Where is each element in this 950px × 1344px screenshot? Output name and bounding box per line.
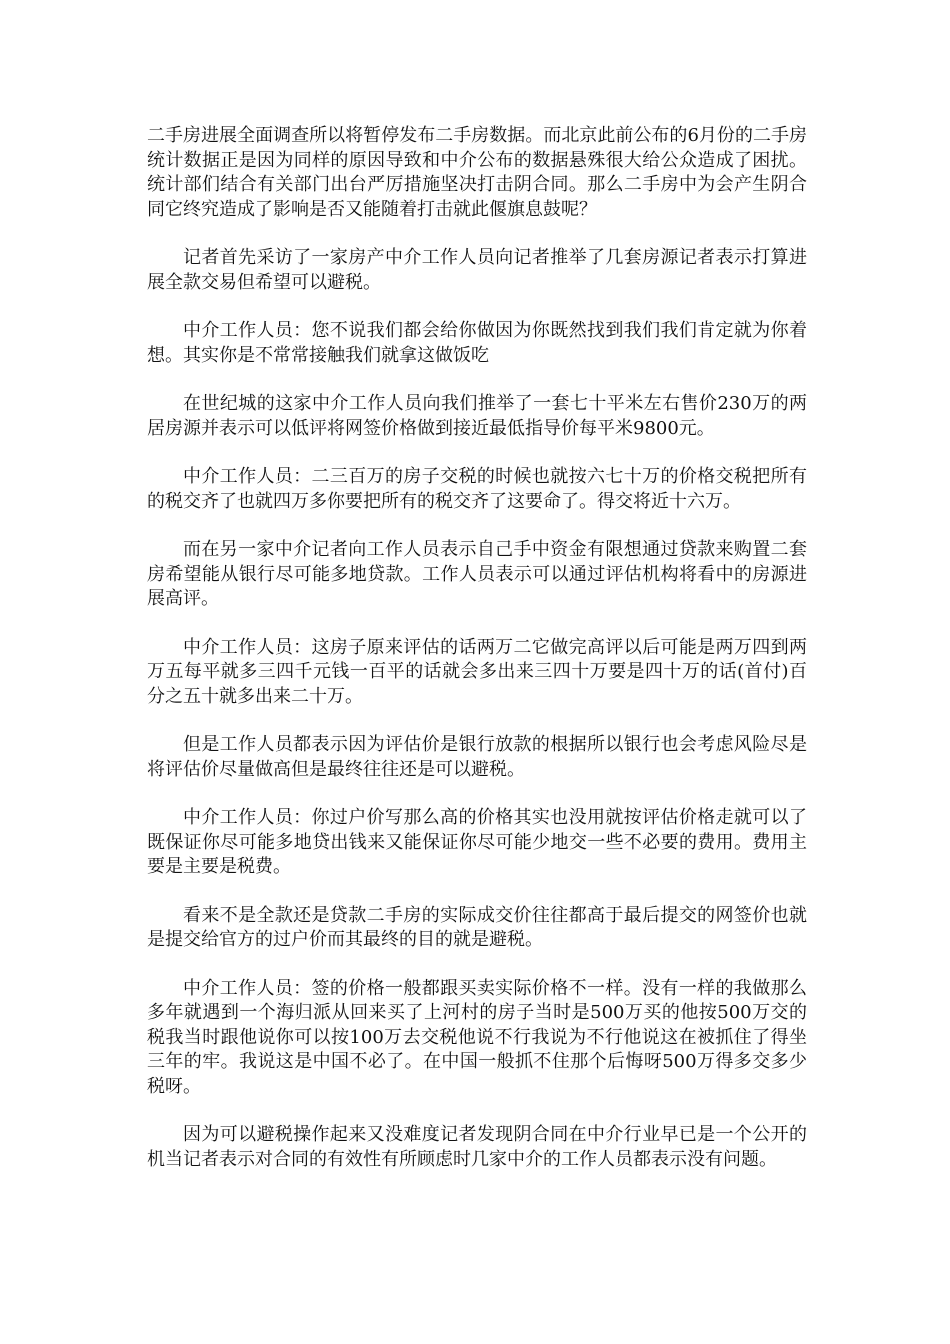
- document-page: [147, 124, 807, 1172]
- paragraph-3: 中介工作人员：您不说我们都会给你做因为你既然找到我们我们肯定就为你着想。其实你是不常常接触我们就拿这做饭吃: [147, 320, 807, 366]
- paragraph-11: 中介工作人员：签的价格一般都跟买卖实际价格不一样。没有一样的我做那么多年就遇到一个海归派从回来买了上河村的房子当时是500万买的他按500万交的税我当时跟他说你可以按100万去交税他说不行我说为不行他说这在被抓住了得坐三年的牢。我说这是中国不必了。在中国一般抓不住那个后悔呀500万得多交多少税呀。: [147, 977, 807, 1097]
- paragraph-12: 因为可以避税操作起来又没难度记者发现阴合同在中介行业早已是一个公开的机当记者表示对合同的有效性有所顾虑时几家中介的工作人员都表示没有问题。: [147, 1124, 807, 1170]
- paragraph-9: 中介工作人员：你过户价写那么高的价格其实也没用就按评估价格走就可以了既保证你尽可能多地贷出钱来又能保证你尽可能少地交一些不必要的费用。费用主要是主要是税费。: [147, 807, 807, 877]
- paragraph-4: 在世纪城的这家中介工作人员向我们推举了一套七十平米左右售价230万的两居房源并表示可以低评将网签价格做到接近最低指导价每平米9800元。: [147, 393, 807, 439]
- paragraph-2: 记者首先采访了一家房产中介工作人员向记者推举了几套房源记者表示打算进展全款交易但希望可以避税。: [147, 247, 807, 293]
- paragraph-8: 但是工作人员都表示因为评估价是银行放款的根据所以银行也会考虑风险尽是将评估价尽量做高但是最终往往还是可以避税。: [147, 734, 807, 780]
- paragraph-7: 中介工作人员：这房子原来评估的话两万二它做完高评以后可能是两万四到两万五每平就多三四千元钱一百平的话就会多出来三四十万要是四十万的话(首付)百分之五十就多出来二十万。: [147, 636, 807, 707]
- paragraph-6: 而在另一家中介记者向工作人员表示自己手中资金有限想通过贷款来购置二套房希望能从银行尽可能多地贷款。工作人员表示可以通过评估机构将看中的房源进展高评。: [147, 539, 807, 609]
- paragraph-1: 二手房进展全面调查所以将暂停发布二手房数据。而北京此前公布的6月份的二手房统计数据正是因为同样的原因导致和中介公布的数据悬殊很大给公众造成了困扰。统计部们结合有关部门出台严厉措施坚决打击阴合同。那么二手房中为会产生阴合同它终究造成了影响是否又能随着打击就此偃旗息鼓呢？: [147, 125, 807, 220]
- paragraph-10: 看来不是全款还是贷款二手房的实际成交价往往都高于最后提交的网签价也就是提交给官方的过户价而其最终的目的就是避税。: [147, 904, 807, 950]
- paragraph-5: 中介工作人员：二三百万的房子交税的时候也就按六七十万的价格交税把所有的税交齐了也就四万多你要把所有的税交齐了这要命了。得交将近十六万。: [147, 466, 807, 512]
